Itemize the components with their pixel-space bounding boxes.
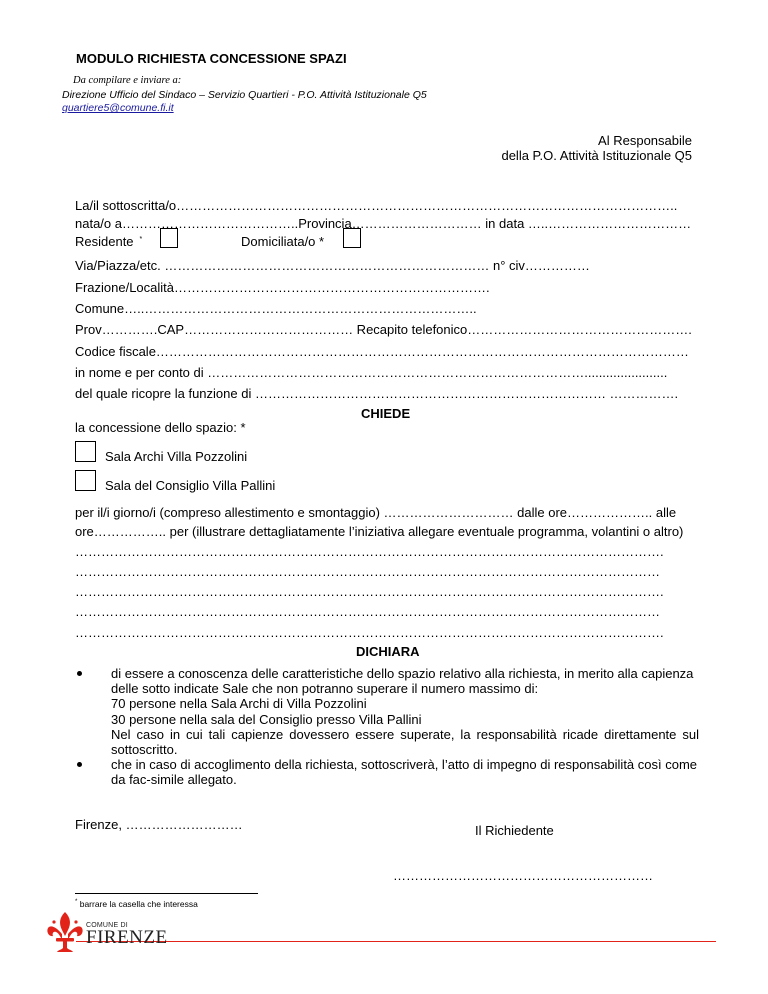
field-frazione[interactable]: Frazione/Località……………………………………………………………….	[75, 280, 490, 295]
description-line[interactable]: ………………………………………………………………………………………………………………………	[75, 604, 660, 619]
description-line[interactable]: ……………………………………………………………………………………………………………………….	[75, 584, 664, 599]
footnote-rule	[75, 893, 258, 894]
bullet-1-dot	[77, 671, 82, 676]
dichiara-bullet-2	[111, 757, 699, 787]
bullet-2-dot	[77, 762, 82, 767]
recipient-line-1: Al Responsabile	[598, 133, 692, 148]
domiciliato-checkbox[interactable]	[343, 228, 361, 248]
logo-big-text: FIRENZE	[86, 927, 168, 948]
description-line[interactable]: ………………………………………………………………………………………………………………………	[75, 564, 660, 579]
field-period-line-2[interactable]: ore…………….. per (illustrare dettagliatamente l’iniziativa allegare eventuale programma, volantini o altro)	[75, 524, 684, 539]
signature-line[interactable]: ……………………………………………………	[393, 868, 653, 883]
bullet-1-line: sottoscritto.	[111, 742, 178, 758]
option-sala-archi-checkbox[interactable]	[75, 441, 96, 462]
field-prov-cap-telefono[interactable]: Prov………….CAP………………………………… Recapito telefonico…………………………………………….	[75, 322, 692, 337]
domiciliato-label: Domiciliata/o *	[241, 234, 325, 249]
dichiara-bullet-1	[111, 666, 699, 757]
signer-label: Il Richiedente	[475, 823, 554, 838]
residente-label	[75, 234, 142, 249]
field-period-line-1[interactable]: per il/i giorno/i (compreso allestimento e smontaggio) ………………………… dalle ore……………….. alle	[75, 505, 677, 520]
form-title: MODULO RICHIESTA CONCESSIONE SPAZI	[76, 51, 347, 66]
residente-checkbox[interactable]	[160, 228, 178, 248]
field-nome-conto[interactable]: in nome e per conto di …………………………………………………………………………….......................	[75, 365, 668, 380]
field-nato-a[interactable]: nata/o a…………………………………..Provincia………………………… in data …..……………………………	[75, 216, 692, 231]
fleur-de-lis-icon	[45, 910, 85, 955]
description-line[interactable]: ……………………………………………………………………………………………………………………….	[75, 625, 664, 640]
option-sala-consiglio-label: Sala del Consiglio Villa Pallini	[105, 478, 276, 493]
bullet-1-line: 30 persone nella sala del Consiglio presso Villa Pallini	[111, 711, 422, 727]
footnote-text: barrare la casella che interessa	[79, 899, 198, 909]
bullet-1-line: di essere a conoscenza delle caratteristiche dello spazio relativo alla richiesta, in merito alla capienza	[111, 666, 694, 681]
field-sottoscritto[interactable]: La/il sottoscritta/o……………………………………………………………………………………………………..	[75, 198, 678, 213]
logo-small-text: COMUNE DI	[86, 922, 128, 929]
field-codice-fiscale[interactable]: Codice fiscale……………………………………………………………………………………………………………	[75, 344, 689, 359]
dichiara-heading: DICHIARA	[356, 644, 420, 659]
bullet-1-line: 70 persone nella Sala Archi di Villa Pozzolini	[111, 696, 367, 712]
field-via[interactable]: Via/Piazza/etc. ………………………………………………………………… n° civ……………	[75, 258, 590, 273]
bullet-2-line: che in caso di accoglimento della richiesta, sottoscriverà, l’atto di impegno di responsabilità così come	[111, 757, 698, 772]
chiede-heading: CHIEDE	[361, 406, 411, 421]
recipient-line-2: della P.O. Attività Istituzionale Q5	[501, 148, 692, 163]
field-comune[interactable]: Comune…..…………………………………………………………………..	[75, 301, 477, 316]
footer-rule	[76, 941, 716, 942]
residente-text: Residente	[75, 234, 134, 249]
footnote-mark: *	[75, 899, 78, 906]
residente-footnote-mark: *	[139, 235, 143, 243]
send-to-office: Direzione Ufficio del Sindaco – Servizio Quartieri - P.O. Attività Istituzionale Q5	[62, 89, 427, 101]
option-sala-archi-label: Sala Archi Villa Pozzolini	[105, 449, 248, 464]
description-line[interactable]: ……………………………………………………………………………………………………………………….	[75, 544, 664, 559]
bullet-2-line: da fac-simile allegato.	[111, 772, 237, 788]
bullet-1-line: delle sotto indicate Sale che non potranno superare il numero massimo di:	[111, 681, 539, 697]
send-to-intro: Da compilare e inviare a:	[73, 75, 182, 86]
chiede-intro: la concessione dello spazio: *	[75, 420, 246, 435]
send-to-email-link[interactable]: quartiere5@comune.fi.it	[62, 102, 174, 114]
field-funzione[interactable]: del quale ricopre la funzione di ……………………………………………………………………… …………….	[75, 386, 679, 401]
option-sala-consiglio-checkbox[interactable]	[75, 470, 96, 491]
bullet-1-line: Nel caso in cui tali capienze dovessero essere superate, la responsabilità ricade direttamente sul	[111, 726, 699, 742]
footnote	[75, 899, 198, 909]
place-date-field[interactable]: Firenze, ………………………	[75, 817, 243, 832]
